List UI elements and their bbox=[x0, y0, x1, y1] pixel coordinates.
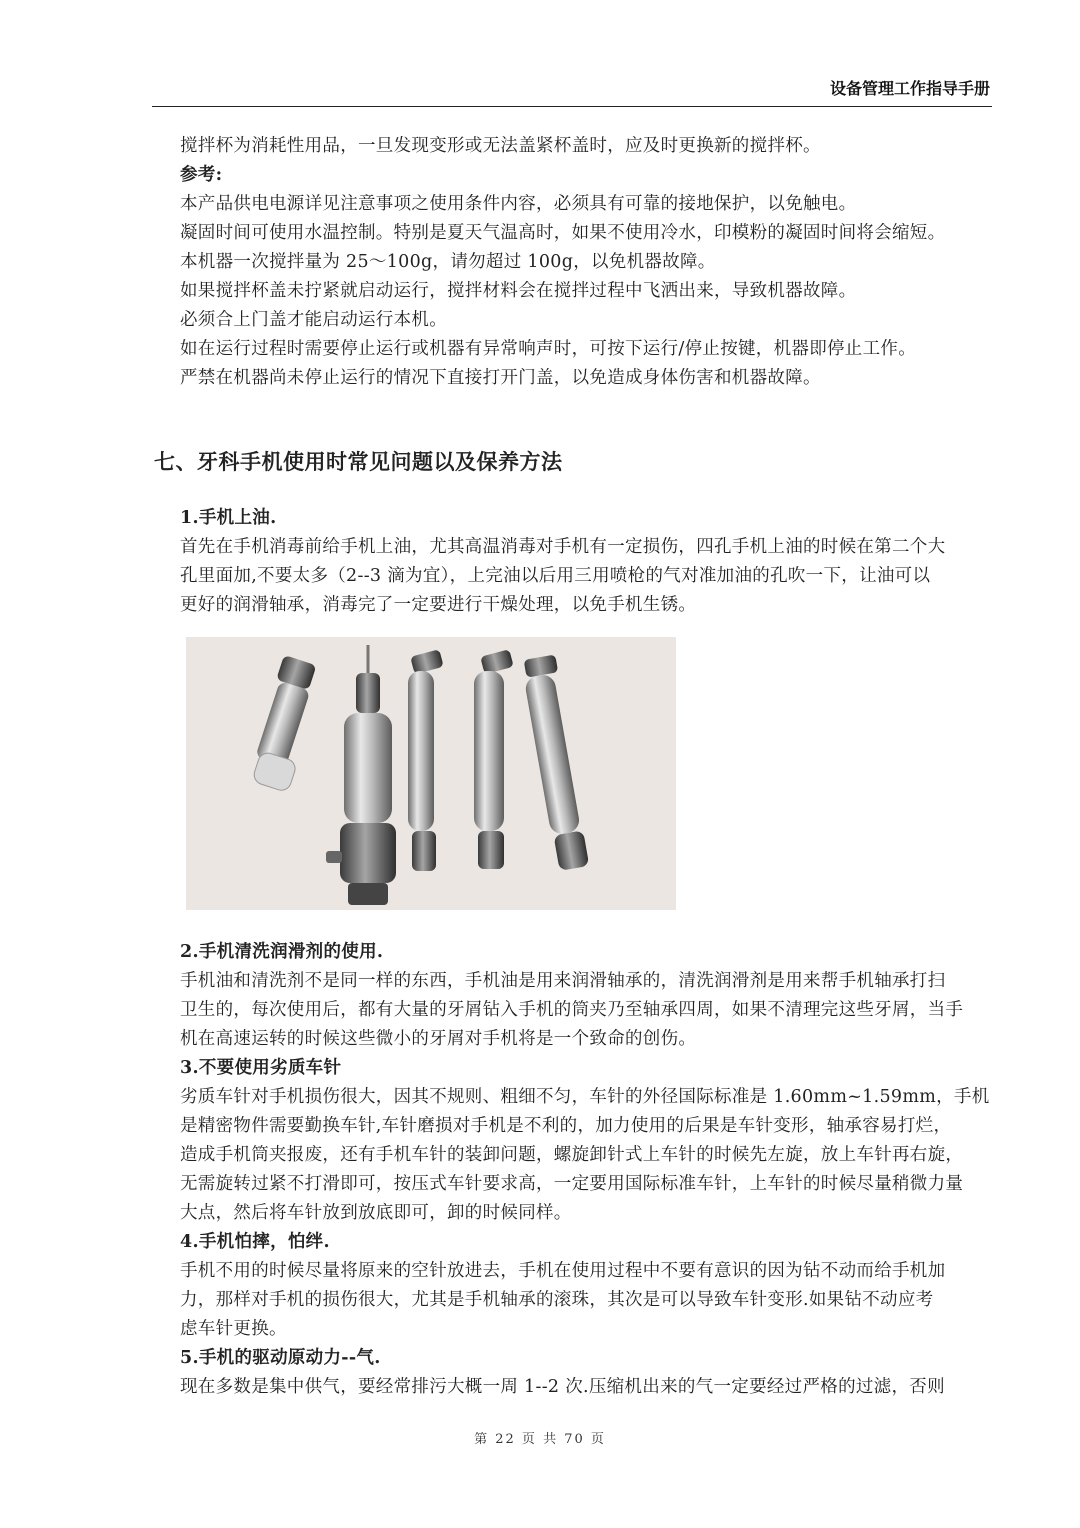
item-heading: 4.手机怕摔，怕绊. bbox=[180, 1232, 330, 1252]
text-line: 现在多数是集中供气，要经常排污大概一周 1--2 次.压缩机出来的气一定要经过严格的过滤，否则 bbox=[180, 1377, 945, 1397]
text-line: 力，那样对手机的损伤很大，尤其是手机轴承的滚珠，其次是可以导致车针变形.如果钻不动应考 bbox=[180, 1290, 934, 1310]
text-line: 机在高速运转的时候这些微小的牙屑对手机将是一个致命的创伤。 bbox=[180, 1029, 697, 1049]
item-2 bbox=[180, 938, 1000, 1402]
straight-handpiece bbox=[326, 645, 396, 905]
text-line: 首先在手机消毒前给手机上油，尤其高温消毒对手机有一定损伤，四孔手机上油的时候在第二个大 bbox=[180, 537, 946, 557]
page-footer: 第 22 页 共 70 页 bbox=[474, 1432, 606, 1447]
section-title: 七、牙科手机使用时常见问题以及保养方法 bbox=[154, 450, 563, 474]
text-line: 本产品供电电源详见注意事项之使用条件内容，必须具有可靠的接地保护，以免触电。 bbox=[180, 194, 857, 214]
reference-heading: 参考: bbox=[180, 165, 223, 185]
text-line: 如在运行过程时需要停止运行或机器有异常响声时，可按下运行/停止按键，机器即停止工作。 bbox=[180, 339, 916, 359]
header-title: 设备管理工作指导手册 bbox=[829, 79, 990, 98]
item-heading: 3.不要使用劣质车针 bbox=[180, 1058, 342, 1078]
item-heading: 1.手机上油. bbox=[180, 508, 277, 528]
text-line: 是精密物件需要勤换车针,车针磨损对手机是不利的，加力使用的后果是车针变形，轴承容易打烂， bbox=[180, 1116, 952, 1136]
intro-block bbox=[180, 132, 1000, 393]
item-1 bbox=[180, 504, 1000, 620]
text-line: 无需旋转过紧不打滑即可，按压式车针要求高，一定要用国际标准车针，上车针的时候尽量稍微力量 bbox=[180, 1174, 964, 1194]
handpieces-illustration bbox=[186, 637, 676, 910]
item-heading: 5.手机的驱动原动力--气. bbox=[180, 1348, 381, 1368]
item-heading: 2.手机清洗润滑剂的使用. bbox=[180, 942, 384, 962]
text-line: 更好的润滑轴承，消毒完了一定要进行干燥处理，以免手机生锈。 bbox=[180, 595, 697, 615]
text-line: 凝固时间可使用水温控制。特别是夏天气温高时，如果不使用冷水，印模粉的凝固时间将会缩短。 bbox=[180, 223, 946, 243]
text-line: 大点，然后将车针放到放底即可，卸的时候同样。 bbox=[180, 1203, 572, 1223]
contra-angle-handpiece bbox=[244, 655, 328, 793]
handpieces-photo bbox=[186, 637, 676, 910]
high-speed-handpiece bbox=[474, 649, 514, 869]
text-line: 手机不用的时候尽量将原来的空针放进去，手机在使用过程中不要有意识的因为钻不动而给手机加 bbox=[180, 1261, 946, 1281]
text-line: 必须合上门盖才能启动运行本机。 bbox=[180, 310, 447, 330]
text-line: 造成手机筒夹报废，还有手机车针的装卸问题，螺旋卸针式上车针的时候先左旋，放上车针再右旋， bbox=[180, 1145, 964, 1165]
text-line: 手机油和清洗剂不是同一样的东西，手机油是用来润滑轴承的，清洗润滑剂是用来帮手机轴承打扫 bbox=[180, 971, 946, 991]
text-line: 本机器一次搅拌量为 25～100g，请勿超过 100g，以免机器故障。 bbox=[180, 252, 716, 272]
high-speed-handpiece bbox=[521, 654, 593, 871]
header-rule bbox=[152, 106, 992, 107]
text-line: 如果搅拌杯盖未拧紧就启动运行，搅拌材料会在搅拌过程中飞洒出来，导致机器故障。 bbox=[180, 281, 857, 301]
high-speed-handpiece bbox=[408, 649, 444, 871]
text-line: 搅拌杯为消耗性用品，一旦发现变形或无法盖紧杯盖时，应及时更换新的搅拌杯。 bbox=[180, 136, 821, 156]
text-line: 严禁在机器尚未停止运行的情况下直接打开门盖，以免造成身体伤害和机器故障。 bbox=[180, 368, 821, 388]
text-line: 劣质车针对手机损伤很大，因其不规则、粗细不匀，车针的外径国际标准是 1.60mm~1.59mm，手机 bbox=[180, 1087, 990, 1107]
text-line: 孔里面加,不要太多（2--3 滴为宜），上完油以后用三用喷枪的气对准加油的孔吹一下，让油可以 bbox=[180, 566, 931, 586]
text-line: 虑车针更换。 bbox=[180, 1319, 287, 1339]
text-line: 卫生的，每次使用后，都有大量的牙屑钻入手机的筒夹乃至轴承四周，如果不清理完这些牙屑，当手 bbox=[180, 1000, 964, 1020]
